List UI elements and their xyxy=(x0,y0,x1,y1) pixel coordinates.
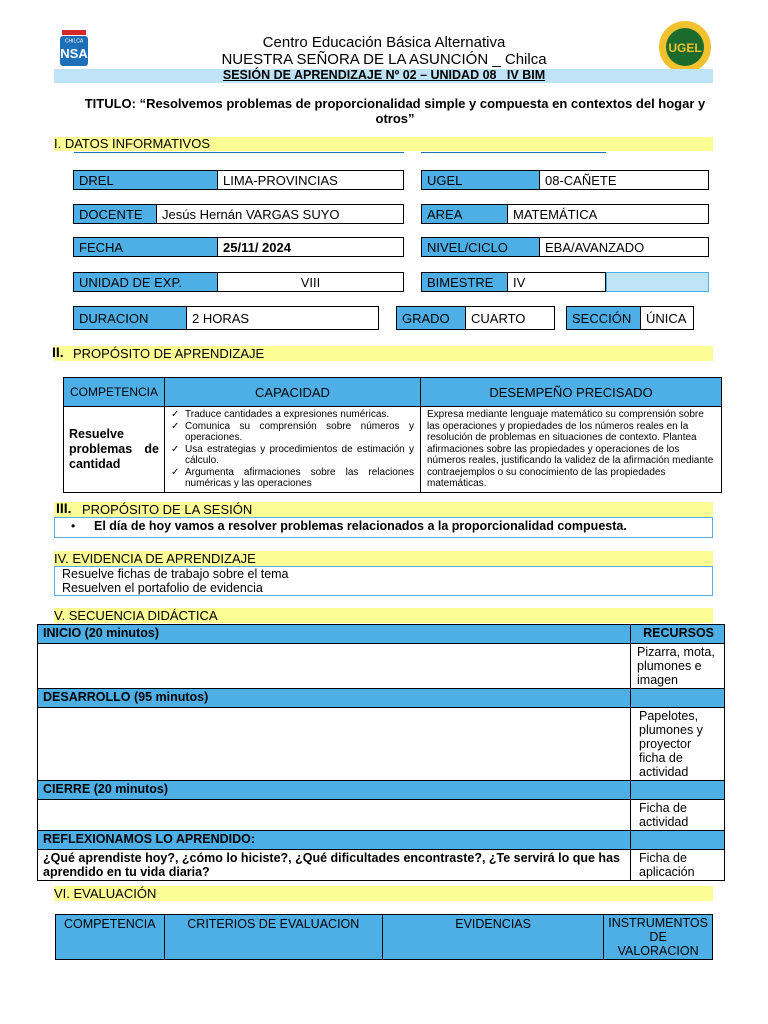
fecha-label: FECHA xyxy=(74,238,217,256)
docente-value: Jesús Hernán VARGAS SUYO xyxy=(156,205,403,223)
nivel-row xyxy=(421,237,709,257)
session-line: SESIÓN DE APRENDIZAJE Nº 02 – UNIDAD 08_ IV BIM xyxy=(222,68,546,82)
section2-num: II. xyxy=(52,344,64,360)
section5-heading-text: V. SECUENCIA DIDÁCTICA xyxy=(54,608,218,623)
section3-num: III. xyxy=(56,500,72,516)
desarrollo-header-blank xyxy=(631,689,725,708)
section3-box xyxy=(54,517,713,538)
school-line: Centro Educación Básica Alternativa xyxy=(262,34,506,51)
duracion-label: DURACION xyxy=(74,307,186,329)
school-name: NUESTRA SEÑORA DE LA ASUNCIÓN _ Chilca xyxy=(221,51,547,68)
reflexion-header-blank xyxy=(631,831,725,850)
unidad-row xyxy=(73,272,404,292)
secuencia-table xyxy=(37,624,725,881)
bullet-icon: • xyxy=(71,519,76,533)
section4-heading xyxy=(54,551,713,566)
desarrollo-recursos: Papelotes, plumones y proyector ficha de actividad xyxy=(631,708,725,781)
reflexion-text: ¿Qué aprendiste hoy?, ¿cómo lo hiciste?, ¿Qué dificultades encontraste?, ¿Te servirá lo que has aprendido en tu vida diaria? xyxy=(38,850,631,881)
drel-label: DREL xyxy=(74,171,217,189)
area-value: MATEMÁTICA xyxy=(507,205,708,223)
desarrollo-body xyxy=(38,708,631,781)
svg-text:CHILCA: CHILCA xyxy=(64,38,84,45)
inicio-header: INICIO (20 minutos) xyxy=(38,625,631,644)
section4-box xyxy=(54,566,713,596)
section1-heading xyxy=(54,137,713,151)
cierre-recursos: Ficha de actividad xyxy=(631,800,725,831)
inicio-recursos: Pizarra, mota, plumones e imagen xyxy=(631,644,725,689)
recursos-header: RECURSOS xyxy=(631,625,725,644)
section3-heading-text: PROPÓSITO DE LA SESIÓN xyxy=(82,502,253,517)
capacidades-cell xyxy=(165,407,421,493)
section1-underline-left xyxy=(74,152,404,153)
capacidades-list xyxy=(171,409,414,490)
proposito-table xyxy=(63,377,722,493)
eval-col-criterios: CRITERIOS DE EVALUACION xyxy=(164,915,382,960)
section1-heading-text: I. DATOS INFORMATIVOS xyxy=(54,136,211,151)
svg-text:UGEL: UGEL xyxy=(668,41,702,55)
seccion-row xyxy=(566,306,694,330)
session-purpose-text: El día de hoy vamos a resolver problemas relacionados a la proporcionalidad compuesta. xyxy=(94,519,627,533)
reflexion-header: REFLEXIONAMOS LO APRENDIDO: xyxy=(38,831,631,850)
desarrollo-header: DESARROLLO (95 minutos) xyxy=(38,689,631,708)
eval-col-instrumentos: INSTRUMENTOS DE VALORACION xyxy=(604,915,713,960)
capacidad-item: ✓ Traduce cantidades a expresiones numéricas. xyxy=(171,409,414,421)
duracion-value: 2 HORAS xyxy=(186,307,378,329)
area-label: AREA xyxy=(422,205,507,223)
unidad-label: UNIDAD DE EXP. xyxy=(74,273,217,291)
drel-value: LIMA-PROVINCIAS xyxy=(217,171,403,189)
bimestre-value: IV xyxy=(507,273,605,291)
fecha-value: 25/11/ 2024 xyxy=(217,238,403,256)
section1-underline-right xyxy=(421,152,606,153)
capacidad-item: ✓ Usa estrategias y procedimientos de estimación y cálculo. xyxy=(171,444,414,467)
section4-heading-text: IV. EVIDENCIA DE APRENDIZAJE xyxy=(54,551,256,566)
section2-heading-text: PROPÓSITO DE APRENDIZAJE xyxy=(73,346,265,361)
competencia-cell: Resuelve problemas de cantidad xyxy=(64,407,165,493)
section6-heading-text: VI. EVALUACIÓN xyxy=(54,886,157,901)
grado-label: GRADO xyxy=(397,307,465,329)
grado-row xyxy=(396,306,555,330)
ugel-label: UGEL xyxy=(422,171,539,189)
duracion-row xyxy=(73,306,379,330)
section2-heading xyxy=(54,346,713,361)
docente-label: DOCENTE xyxy=(74,205,156,223)
unidad-value: VIII xyxy=(217,273,403,291)
cierre-header: CIERRE (20 minutos) xyxy=(38,781,631,800)
ugel-value: 08-CAÑETE xyxy=(539,171,708,189)
reflexion-recursos: Ficha de aplicación xyxy=(631,850,725,881)
desempeno-cell: Expresa mediante lenguaje matemático su comprensión sobre las operaciones y propiedades de los números reales en la resolución de problemas en situaciones de contexto. Plantea afirmaciones sobre las propiedades y operaciones de los números reales, justificando la validez de la afirmación mediante contraejemplos o su conocimiento de las propiedades matemáticas. xyxy=(421,407,722,493)
capacidad-item: ✓ Argumenta afirmaciones sobre las relaciones numéricas y las operaciones xyxy=(171,467,414,490)
cierre-header-blank xyxy=(631,781,725,800)
capacidad-item: ✓ Comunica su comprensión sobre números y operaciones. xyxy=(171,421,414,444)
section5-heading xyxy=(54,608,713,623)
eval-col-evidencias: EVIDENCIAS xyxy=(383,915,604,960)
cierre-body xyxy=(38,800,631,831)
docente-row xyxy=(73,204,404,224)
nivel-label: NIVEL/CICLO xyxy=(422,238,539,256)
grado-value: CUARTO xyxy=(465,307,554,329)
area-row xyxy=(421,204,709,224)
session-title: TITULO: “Resolvemos problemas de proporcionalidad simple y compuesta en contextos del hogar y otros” xyxy=(84,96,706,126)
inicio-body xyxy=(38,644,631,689)
seccion-value: ÚNICA xyxy=(640,307,693,329)
nivel-value: EBA/AVANZADO xyxy=(539,238,708,256)
col-desempeno: DESEMPEÑO PRECISADO xyxy=(421,378,722,407)
bimestre-label: BIMESTRE xyxy=(422,273,507,291)
seccion-label: SECCIÓN xyxy=(567,307,640,329)
col-competencia: COMPETENCIA xyxy=(64,378,165,407)
section3-heading xyxy=(54,502,713,517)
fecha-row xyxy=(73,237,404,257)
bimestre-row xyxy=(421,272,606,292)
ugel-row xyxy=(421,170,709,190)
svg-text:NSA: NSA xyxy=(60,46,88,61)
bimestre-extra-box xyxy=(606,272,709,292)
evidencia-line2: Resuelven el portafolio de evidencia xyxy=(62,580,263,595)
col-capacidad: CAPACIDAD xyxy=(165,378,421,407)
drel-row xyxy=(73,170,404,190)
evaluacion-table xyxy=(55,914,713,960)
eval-col-competencia: COMPETENCIA xyxy=(56,915,165,960)
section6-heading xyxy=(54,886,713,901)
evidencia-line1: Resuelve fichas de trabajo sobre el tema xyxy=(62,567,289,581)
